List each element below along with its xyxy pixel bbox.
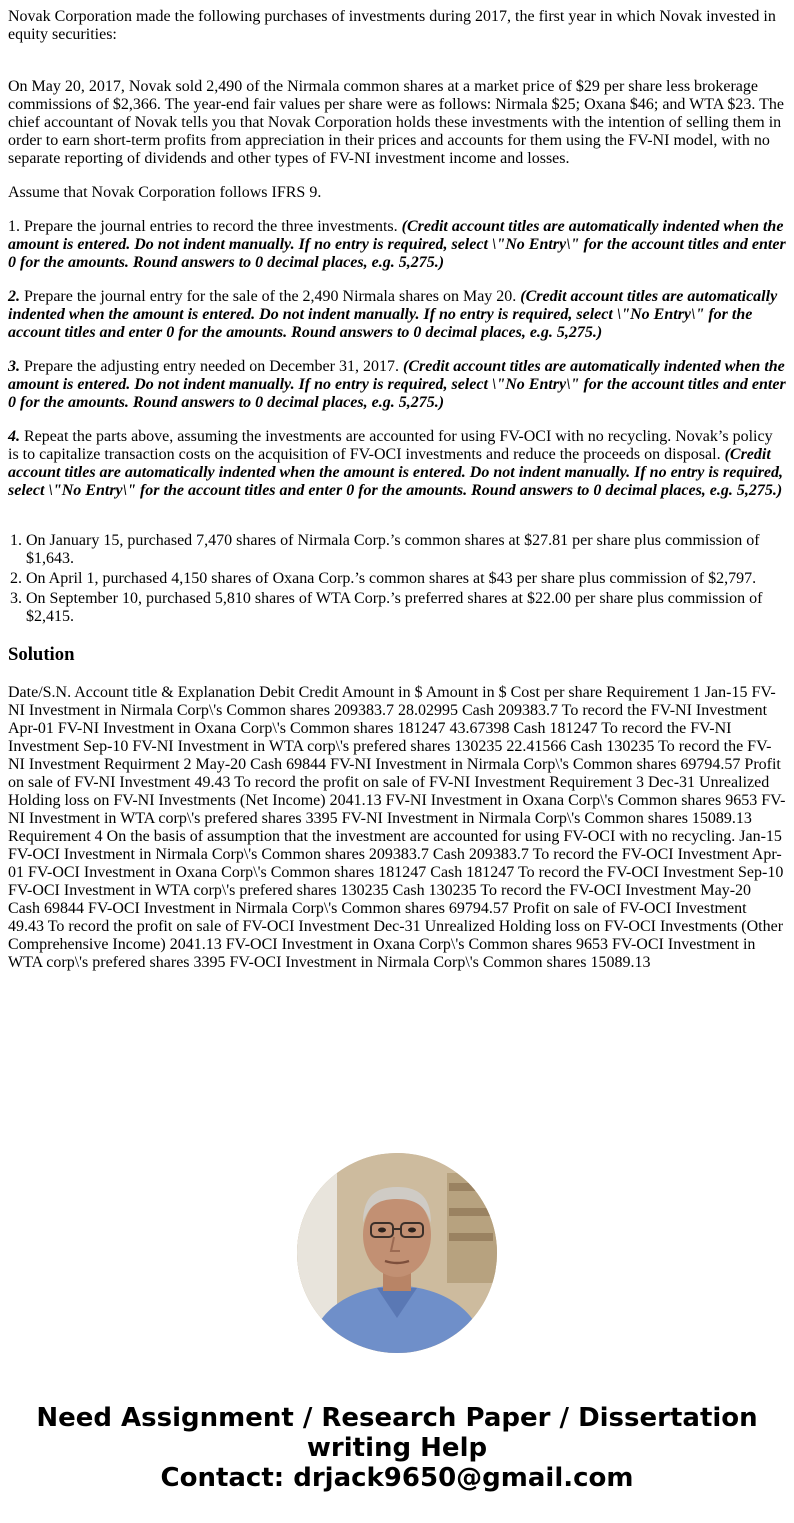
- task-4: [8, 428, 786, 500]
- author-avatar: [297, 1153, 497, 1353]
- task-text: Repeat the parts above, assuming the investments are accounted for using FV-OCI with no recycling. Novak’s policy is to capitalize transaction costs on the acquisition of FV-OCI investments and reduce the proceeds on disposal.: [8, 428, 773, 463]
- task-number: 1.: [8, 218, 20, 235]
- task-note: (Credit account titles are automatically indented when the amount is entered. Do not indent manually. If no entry is required, select \"No Entry\" for the account titles and enter 0 for the amounts. Round answers to 0 decimal places, e.g. 5,275.): [8, 446, 784, 499]
- list-item: 3. On September 10, purchased 5,810 shares of WTA Corp.’s preferred shares at $22.00 per share plus commission of $2,415.: [26, 590, 786, 626]
- task-note: (Credit account titles are automatically indented when the amount is entered. Do not indent manually. If no entry is required, select \"No Entry\" for the account titles and enter 0 for the amounts. Round answers to 0 decimal places, e.g. 5,275.): [8, 288, 778, 341]
- person-photo-icon: [297, 1153, 497, 1353]
- task-number: 3.: [8, 358, 20, 375]
- ifrs-assumption: Assume that Novak Corporation follows IFRS 9.: [8, 184, 322, 201]
- solution-heading: Solution: [8, 644, 75, 665]
- task-note: (Credit account titles are automatically indented when the amount is entered. Do not indent manually. If no entry is required, select \"No Entry\" for the account titles and enter 0 for the amounts. Round answers to 0 decimal places, e.g. 5,275.): [8, 358, 786, 411]
- task-number: 4.: [8, 428, 20, 445]
- help-banner: [0, 1403, 794, 1493]
- task-number: 2.: [8, 288, 20, 305]
- solution-body: Date/S.N. Account title & Explanation Debit Credit Amount in $ Amount in $ Cost per share Requirement 1 Jan-15 FV-NI Investment in Nirmala Corp\'s Common shares 209383.7 28.02995 Cash 209383.7 To record the FV-NI Investment Apr-01 FV-NI Investment in Oxana Corp\'s Common shares 181247 43.67398 Cash 181247 To record the FV-NI Investment Sep-10 FV-NI Investment in WTA corp\'s prefered shares 130235 22.41566 Cash 130235 To record the FV-NI Investment Requirment 2 May-20 Cash 69844 FV-NI Investment in Nirmala Corp\'s Common shares 69794.57 Profit on sale of FV-NI Investment 49.43 To record the profit on sale of FV-NI Investment Requirement 3 Dec-31 Unrealized Holding loss on FV-NI Investments (Net Income) 2041.13 FV-NI Investment in Oxana Corp\'s Common shares 9653 FV-NI Investment in WTA corp\'s prefered shares 3395 FV-NI Investment in Nirmala Corp\'s Common shares 15089.13 Requirement 4 On the basis of assumption that the investment are accounted for using FV-OCI with no recycling. Jan-15 FV-OCI Investment in Nirmala Corp\'s Common shares 209383.7 Cash 209383.7 To record the FV-OCI Investment Apr-01 FV-OCI Investment in Oxana Corp\'s Common shares 181247 Cash 181247 To record the FV-OCI Investment Sep-10 FV-OCI Investment in WTA corp\'s prefered shares 130235 Cash 130235 To record the FV-OCI Investment May-20 Cash 69844 FV-OCI Investment in Nirmala Corp\'s Common shares 69794.57 Profit on sale of FV-OCI Investment 49.43 To record the profit on sale of FV-OCI Investment Dec-31 Unrealized Holding loss on FV-OCI Investments (Other Comprehensive Income) 2041.13 FV-OCI Investment in Oxana Corp\'s Common shares 9653 FV-OCI Investment in WTA corp\'s prefered shares 3395 FV-OCI Investment in Nirmala Corp\'s Common shares 15089.13: [8, 684, 786, 971]
- task-text: Prepare the journal entries to record the three investments.: [24, 218, 398, 235]
- help-banner-line: Need Assignment / Research Paper / Dissertation writing Help: [36, 1403, 758, 1463]
- task-1: [8, 218, 786, 272]
- task-3: [8, 358, 786, 412]
- sale-paragraph: On May 20, 2017, Novak sold 2,490 of the Nirmala common shares at a market price of $29 per share less brokerage commissions of $2,366. The year-end fair values per share were as follows: Nirmala $25; Oxana $46; and WTA $23. The chief accountant of Novak tells you that Novak Corporation holds these investments with the intention of selling them in order to earn short-term profits from appreciation in their prices and accounts for them using the FV-NI model, with no separate reporting of dividends and other types of FV-NI investment income and losses.: [8, 78, 784, 167]
- list-item: 1. On January 15, purchased 7,470 shares of Nirmala Corp.’s common shares at $27.81 per share plus commission of $1,643.: [26, 532, 786, 568]
- task-text: Prepare the adjusting entry needed on December 31, 2017.: [24, 358, 399, 375]
- list-item: 2. On April 1, purchased 4,150 shares of Oxana Corp.’s common shares at $43 per share plus commission of $2,797.: [26, 570, 786, 588]
- spacer: [8, 516, 786, 532]
- task-2: [8, 288, 786, 342]
- question-intro: Novak Corporation made the following purchases of investments during 2017, the first year in which Novak invested in equity securities:: [8, 8, 776, 43]
- task-text: Prepare the journal entry for the sale of the 2,490 Nirmala shares on May 20.: [24, 288, 517, 305]
- task-note: (Credit account titles are automatically indented when the amount is entered. Do not indent manually. If no entry is required, select \"No Entry\" for the account titles and enter 0 for the amounts. Round answers to 0 decimal places, e.g. 5,275.): [8, 218, 786, 271]
- contact-email: Contact: drjack9650@gmail.com: [160, 1463, 634, 1493]
- purchase-list: [8, 532, 786, 626]
- spacer: [8, 60, 786, 78]
